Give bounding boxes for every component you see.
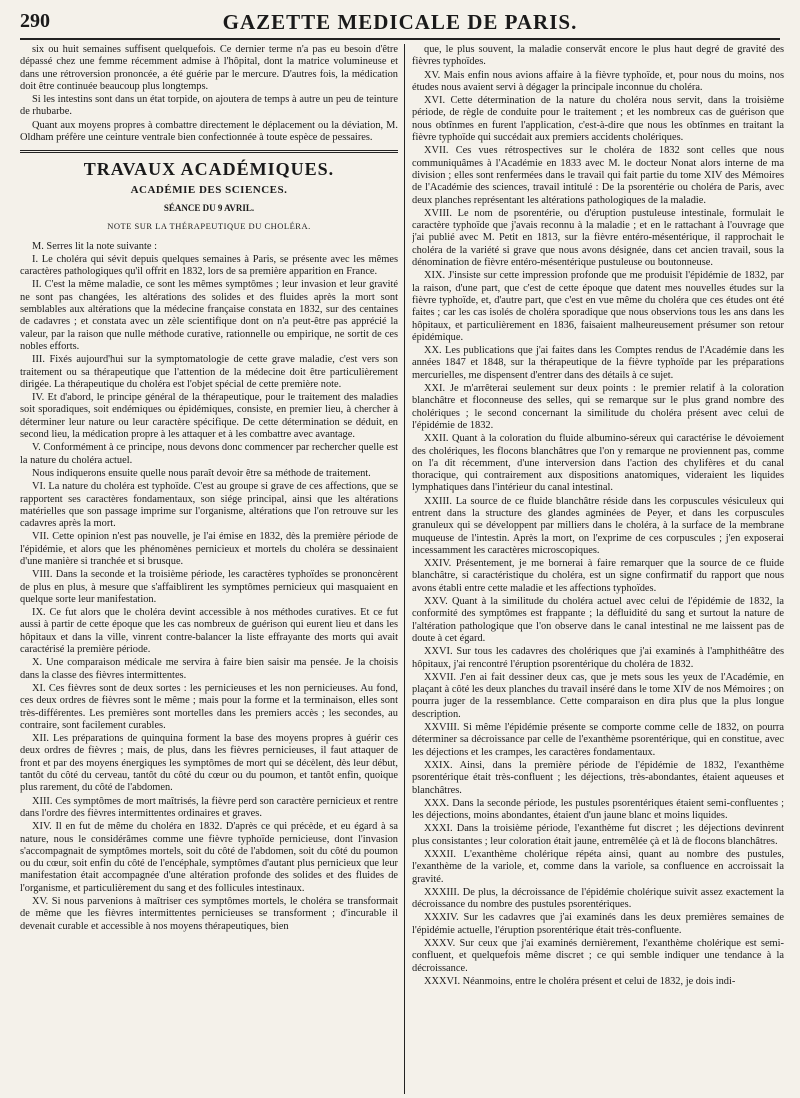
paragraph: XXVII. J'en ai fait dessiner deux cas, que je mets sous les yeux de l'Académie, en plaçant à côté les deux planches du travail inséré dans le tome XIV de nos Mémoires ; on pourra juger de la ressemblance. Cette comparaison en dira plus que la plus longue description.	[412, 671, 784, 720]
paragraph: XXXI. Dans la troisième période, l'exanthème fut discret ; les déjections devinrent plus consistantes ; leur coloration était jaune, entremêlée çà et là de flocons blanchâtres.	[412, 823, 784, 847]
paragraph: XV. Mais enfin nous avions affaire à la fièvre typhoïde, et, pour nous du moins, nos études nous avaient servi à dégager la principale inconnue du choléra.	[412, 69, 784, 93]
paragraph: XXXVI. Néanmoins, entre le choléra présent et celui de 1832, je dois indi-	[424, 975, 736, 987]
paragraph: XXVIII. Si même l'épidémie présente se comporte comme celle de 1832, on pourra déterminer sa décroissance par celle de l'exanthème psorentérique, qui en constitue, avec les déjections et les crampes, les caractères fondamentaux.	[412, 722, 784, 758]
continued-text	[412, 44, 784, 988]
page-number: 290	[20, 10, 50, 32]
paragraph: XIV. Il en fut de même du choléra en 1832. D'après ce qui précède, et eu égard à sa nature, nous le considérâmes comme une fièvre typhoïde pernicieuse, dont l'invasion s'accompagnait de symptômes mortels, soit du côté de l'abdomen, soit du côté du poumon ou du cœur, soit enfin du côté de l'encéphale, symptômes d'autant plus pernicieux que leur manifestation était accompagnée d'une altération profonde des solides et des fluides de l'organisme, et particulièrement du sang et des follicules intestinaux.	[20, 821, 398, 894]
paragraph: XXV. Quant à la similitude du choléra actuel avec celui de l'épidémie de 1832, la conformité des symptômes est frappante ; la défluidité du sang et surtout la nature de l'altération pathologique que l'on observe dans le canal intestinal ne me laissent pas de doute à cet égard.	[412, 596, 784, 644]
right-column	[412, 44, 784, 1094]
paragraph: XV. Si nous parvenions à maîtriser ces symptômes mortels, le choléra se transformait de même que les fièvres intermittentes pernicieuses se transforment ; d'incurable il devenait curable et accessible à nos moyens thérapeutiques, bien	[20, 896, 398, 932]
paragraph: XVII. Ces vues rétrospectives sur le choléra de 1832 sont celles que nous communiquâmes à l'Académie en 1833 avec M. le docteur Nonat alors interne de ma division ; elles sont renfermées dans le travail qui fait partie du tome XIV des Mémoires de l'Académie des sciences, travail intitulé : De la psorentérie ou choléra de Paris, avec deux planches représentant les altérations pathologiques de la maladie.	[412, 145, 784, 206]
left-column	[20, 44, 398, 1094]
paragraph: XI. Ces fièvres sont de deux sortes : les pernicieuses et les non pernicieuses. Au fond, ces deux ordres de fièvres sont le même ; mais pour la forme et la terminaison, elles sont très-différentes. Les premières sont mortelles dans les premiers accès ; les secondes, au contraire, sont facilement curables.	[20, 682, 398, 731]
paragraph: VIII. Dans la seconde et la troisième période, les caractères typhoïdes se prononcèrent de plus en plus, à mesure que s'affaiblirent les symptômes pernicieux qui masquaient en quelque sorte leur manifestation.	[20, 569, 398, 605]
paragraph: VII. Cette opinion n'est pas nouvelle, je l'ai émise en 1832, dès la première période de l'épidémie, et alors que les phénomènes pernicieux et mortels du choléra se dessinaient d'une manière si tranchée et si brusque.	[20, 531, 398, 567]
paragraph: XXII. Quant à la coloration du fluide albumino-séreux qui caractérise le dévoiement des cholériques, les flocons blanchâtres que l'on y remarque ne proviennent pas, comme on l'a dit récemment, d'une interversion dans l'action des chylifères et du canal thoracique, qui contrairement aux dispositions anatomiques, videraient les liquides lymphatiques dans l'intérieur du canal intestinal.	[412, 433, 784, 494]
paragraph: X. Une comparaison médicale me servira à faire bien saisir ma pensée. Je la choisis dans la classe des fièvres intermittentes.	[20, 657, 398, 681]
paragraph: XXX. Dans la seconde période, les pustules psorentériques étaient semi-confluentes ; les déjections, moins abondantes, étaient d'un jaune blanc et moins liquides.	[412, 797, 784, 822]
paragraph: XXIX. Ainsi, dans la première période de l'épidémie de 1832, l'exanthème psorentérique était très-confluent ; les déjections, très-abondantes, étaient aqueuses et blanchâtres.	[412, 759, 784, 796]
note-title: NOTE SUR LA THÉRAPEUTIQUE DU CHOLÉRA.	[107, 221, 311, 232]
section-title: TRAVAUX ACADÉMIQUES.	[83, 159, 335, 180]
paragraph: VI. La nature du choléra est typhoïde. C'est au groupe si grave de ces affections, que se rapportent ses caractères fondamentaux, son siége principal, ainsi que les altérations matérielles que son passage imprime sur l'organisme, altérations que l'on retrouve sur les cadavres après la mort.	[20, 481, 398, 530]
paragraph: M. Serres lit la note suivante :	[32, 240, 157, 252]
seance-date: SÉANCE DU 9 AVRIL.	[163, 202, 255, 213]
paragraph: V. Conformément à ce principe, nous devons donc commencer par rechercher quelle est la nature du choléra actuel.	[20, 442, 398, 466]
paragraph: XII. Les préparations de quinquina forment la base des moyens propres à guérir ces deux ordres de fièvres ; mais, de plus, dans les fièvres pernicieuses, il faut attaquer de front et par des moyens énergiques les symptômes de mort qui se décèlent, dès leur début, tantôt du côté du cerveau, tantôt du côté du cœur ou du poumon, et tantôt enfin, quoique plus rarement, du côté de l'abdomen.	[20, 733, 398, 794]
paragraph: XIII. Ces symptômes de mort maîtrisés, la fièvre perd son caractère pernicieux et rentre dans l'ordre des fièvres intermittentes ordinaires et graves.	[20, 795, 398, 819]
paragraph: XXXIV. Sur les cadavres que j'ai examinés dans les deux premières semaines de l'épidémie actuelle, l'éruption psorentérique était très-confluente.	[412, 912, 784, 936]
paragraph: XXIV. Présentement, je me bornerai à faire remarquer que la source de ce fluide blanchâtre, si caractéristique du choléra, est un signe confirmatif du rapport que nous avons établi entre cette maladie et les affections typhoïdes.	[412, 558, 784, 594]
paragraph: XVIII. Le nom de psorentérie, ou d'éruption pustuleuse intestinale, formulait le caractère typhoïde que j'avais reconnu à la maladie ; et en le rattachant à l'ouvrage que j'ai publié avec M. Petit en 1813, sur la fièvre entéro-mésentérique, il rapprochait le choléra de la variété si grave que nous avons désignée, dans cet ancien travail, sous la dénomination de fièvre entéro-mésentérique pustuleuse ou boutonneuse.	[412, 207, 784, 269]
column-divider	[404, 44, 405, 1094]
paragraph: II. C'est la même maladie, ce sont les mêmes symptômes ; leur invasion et leur gravité ne sont pas changées, les altérations des solides et des fluides après la mort sont semblables aux altérations que la médecine française constata en 1832, sur des centaines de cadavres ; et constata avec un zèle scientifique dont on n'a peut-être pas apprécié la valeur, par la raison que nulle méthode curative, rationnelle ou empirique, ne sortit de ces nobles efforts.	[20, 279, 398, 352]
paragraph: que, le plus souvent, la maladie conservât encore le plus haut degré de gravité des fièvres typhoïdes.	[412, 44, 784, 68]
paragraph: XXXIII. De plus, la décroissance de l'épidémie cholérique suivit assez exactement la décroissance du nombre des pustules psorentériques.	[412, 886, 784, 911]
paragraph: XXXII. L'exanthème cholérique répéta ainsi, quant au nombre des pustules, l'exanthème de la variole, et, comme dans la variole, sa confluence en accroissait la gravité.	[412, 849, 784, 885]
paragraph: XIX. J'insiste sur cette impression profonde que me produisit l'épidémie de 1832, par la raison, d'une part, que c'est de cette époque que datent mes nouvelles études sur la fièvre typhoïde, et, d'autre part, que c'est en vue même du choléra que ces études ont été faites ; car les cas isolés de choléra sporadique que nous observions tous les ans dans les hôpitaux, et particulièrement en 1836, faisaient malheureusement présumer son retour épidémique.	[412, 270, 784, 343]
paragraph: III. Fixés aujourd'hui sur la symptomatologie de cette grave maladie, c'est vers son traitement ou sa thérapeutique que l'attention de la médecine doit être particulièrement dirigée. La thérapeutique du choléra est l'objet spécial de cette première note.	[20, 354, 398, 390]
paragraph: Nous indiquerons ensuite quelle nous paraît devoir être sa méthode de traitement.	[32, 467, 371, 479]
paragraph: IV. Et d'abord, le principe général de la thérapeutique, pour le traitement des maladies soit sporadiques, soit endémiques ou épidémiques, consiste, en premier lieu, à chercher à déterminer leur nature ou leur caractère spécifique. De cette détermination se déduit, en second lieu, la médication propre à les attaquer et à les combattre avec avantage.	[20, 392, 398, 441]
paragraph: XXXV. Sur ceux que j'ai examinés dernièrement, l'exanthème cholérique est semi-confluent, et quelquefois même discret ; ce qui semble indiquer une tendance à la décroissance.	[412, 938, 784, 974]
paragraph: XXIII. La source de ce fluide blanchâtre réside dans les corpuscules vésiculeux qui entrent dans la structure des glandes agminées de Peyer, et dans les corpuscules granuleux qui se développent par milliers dans le choléra, à la surface de la membrane muqueuse de l'intestin. Après la mort, on l'exprime de ces corpuscules ; j'en exposerai incessamment les caractères microscopiques.	[412, 495, 784, 556]
paragraph: XVI. Cette détermination de la nature du choléra nous servit, dans la troisième période, de règle de conduite pour le traitement ; et les nombreux cas de guérison que nous obtînmes en furent l'application, c'est-à-dire que nous les obtînmes en traitant la fièvre typhoïde qui succédait aux premiers accidents cholériques.	[412, 95, 784, 144]
paragraph: I. Le choléra qui sévit depuis quelques semaines à Paris, se présente avec les mêmes caractères pathologiques qu'il offrit en 1832, lors de sa première apparition en France.	[20, 253, 398, 278]
paragraph: XXVI. Sur tous les cadavres des cholériques que j'ai examinés à l'amphithéâtre des hôpitaux, j'ai rencontré l'éruption psorentérique du choléra de 1832.	[412, 646, 784, 670]
section-divider	[20, 150, 398, 153]
journal-title: GAZETTE MEDICALE DE PARIS.	[222, 10, 578, 34]
paragraph: XX. Les publications que j'ai faites dans les Comptes rendus de l'Académie dans les années 1847 et 1848, sur la thérapeutique de la fièvre typhoïde par les préparations mercurielles, me dispensent d'entrer dans des détails à ce sujet.	[412, 345, 784, 381]
paragraph: six ou huit semaines suffisent quelquefois. Ce dernier terme n'a pas eu besoin d'être dépassé chez une femme récemment admise à l'hôpital, dont la matrice volumineuse et dans une rétroversion prononcée, a été guérie par le mercure. D'autres fois, la médication doit être continuée beaucoup plus longtemps.	[20, 44, 398, 92]
note-body	[20, 241, 398, 933]
paragraph: XXI. Je m'arrêterai seulement sur deux points : le premier relatif à la coloration blanchâtre et floconneuse des selles, qui se remarque sur le plus grand nombre des cholériques ; le second concernant la similitude du choléra présent avec celui de l'épidémie de 1832.	[412, 383, 784, 431]
academy-title: ACADÉMIE DES SCIENCES.	[130, 183, 288, 196]
page-header	[20, 4, 780, 40]
paragraph: Si les intestins sont dans un état torpide, on ajoutera de temps à autre un peu de teinture de rhubarbe.	[20, 94, 398, 118]
paragraph: IX. Ce fut alors que le choléra devint accessible à nos méthodes curatives. Et ce fut aussi à partir de cette époque que les cas nombreux de guérison qui eurent lieu et dans les hôpitaux et dans la ville, vinrent contre-balancer la liste effrayante des morts qui avait caractérisé la première période.	[20, 607, 398, 656]
paragraph: Quant aux moyens propres à combattre directement le déplacement ou la déviation, M. Oldham préfère une ceinture ventrale bien confectionnée à toute espèce de pessaires.	[20, 119, 398, 144]
intro-text	[20, 44, 398, 144]
